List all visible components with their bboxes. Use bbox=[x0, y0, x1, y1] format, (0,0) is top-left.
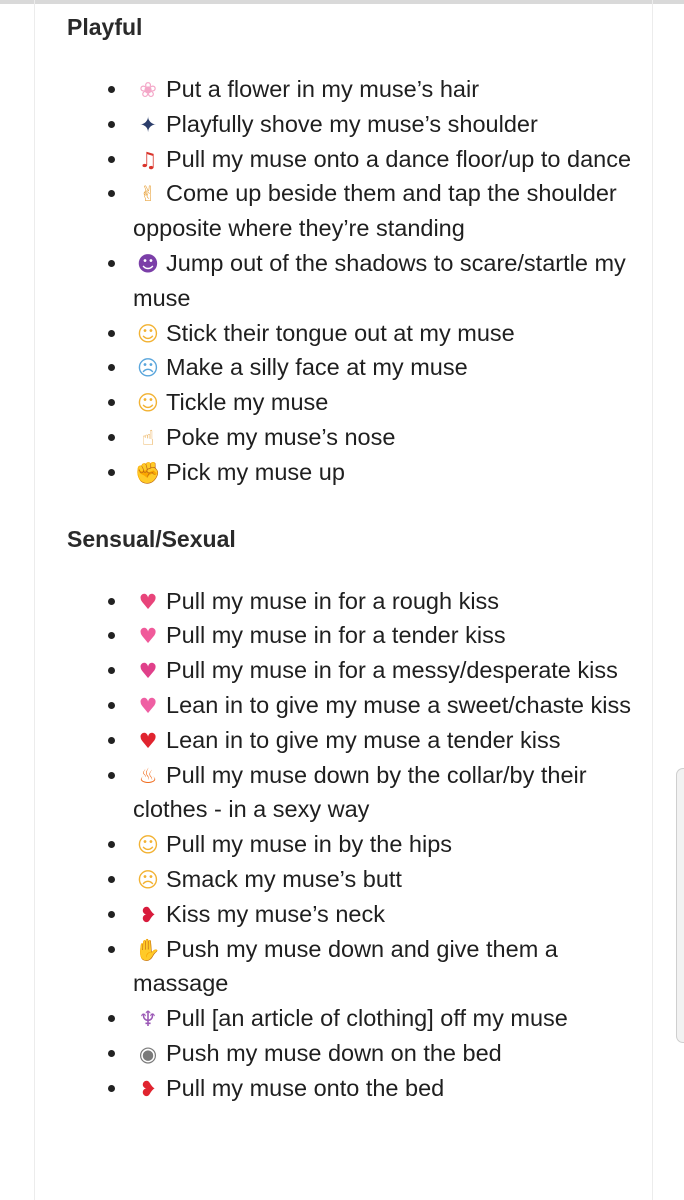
list-item bbox=[67, 455, 637, 490]
section-heading: Playful bbox=[67, 14, 143, 40]
list-item-text: Jump out of the shadows to scare/startle my muse bbox=[133, 249, 626, 311]
cherry-blossom-icon: ❀ bbox=[139, 78, 157, 102]
list-item-text: Pull my muse in for a rough kiss bbox=[166, 587, 500, 614]
surprised-face-icon: ☹ bbox=[137, 867, 159, 892]
winking-face-icon: ☺ bbox=[137, 833, 159, 858]
list-item-text: Lean in to give my muse a tender kiss bbox=[166, 726, 561, 753]
red-heart-icon: ♥ bbox=[138, 728, 158, 753]
two-hearts-icon: ♥ bbox=[138, 624, 158, 649]
list-item bbox=[67, 618, 637, 653]
list-item-text: Come up beside them and tap the shoulder opposite where they’re standing bbox=[133, 180, 617, 242]
list-item-text: Playfully shove my muse’s shoulder bbox=[166, 110, 538, 137]
sparkling-heart-icon: ♥ bbox=[138, 693, 158, 718]
smiling-devil-icon: ☻ bbox=[137, 251, 159, 276]
list-item-text: Pull my muse onto a dance floor/up to dance bbox=[166, 145, 632, 172]
top-divider bbox=[0, 0, 684, 4]
list-item bbox=[67, 107, 637, 142]
ok-hand-icon: ✋ bbox=[134, 937, 162, 962]
kiss-mark-icon: ❥ bbox=[139, 902, 157, 927]
list-item bbox=[67, 653, 637, 688]
list-item-text: Pull my muse down by the collar/by their clothes - in a sexy way bbox=[133, 761, 587, 823]
victory-hand-icon: ✌ bbox=[139, 182, 157, 207]
list-item-text: Pick my muse up bbox=[166, 458, 345, 485]
dancer-icon: ♫ bbox=[138, 147, 158, 172]
list-item bbox=[67, 246, 637, 316]
list-item bbox=[67, 688, 637, 723]
list-item-text: Push my muse down and give them a massage bbox=[133, 935, 558, 997]
list-item-text: Pull [an article of clothing] off my muse bbox=[166, 1005, 568, 1032]
list-item bbox=[67, 827, 637, 862]
list-item bbox=[67, 1071, 637, 1106]
tongue-face-icon: ☺ bbox=[137, 321, 159, 346]
list-item-text: Pull my muse in by the hips bbox=[166, 831, 453, 858]
section-heading: Sensual/Sexual bbox=[67, 525, 236, 552]
list-item-text: Push my muse down on the bed bbox=[166, 1039, 502, 1066]
list-item-text: Poke my muse’s nose bbox=[166, 423, 396, 450]
list-item bbox=[67, 316, 637, 351]
list-item bbox=[67, 758, 637, 828]
list-item-text: Stick their tongue out at my muse bbox=[166, 319, 515, 346]
heart-arrow-icon: ♥ bbox=[138, 589, 158, 614]
list-item bbox=[67, 420, 637, 455]
eyes-icon: ◉ bbox=[138, 1041, 158, 1066]
document-body bbox=[67, 10, 637, 1106]
content-right-border bbox=[652, 0, 653, 1200]
list-item bbox=[67, 176, 637, 246]
list-item-text: Put a flower in my muse’s hair bbox=[166, 76, 480, 102]
list-item-text: Pull my muse in for a tender kiss bbox=[166, 622, 506, 649]
list-item-text: Pull my muse onto the bed bbox=[166, 1074, 445, 1101]
list-item bbox=[67, 350, 637, 385]
list-item bbox=[67, 1001, 637, 1036]
revolving-hearts-icon: ♥ bbox=[138, 659, 158, 684]
list-item bbox=[67, 142, 637, 177]
list-item-text: Smack my muse’s butt bbox=[166, 865, 402, 892]
list-item bbox=[67, 723, 637, 758]
list-item bbox=[67, 72, 637, 107]
flexed-biceps-icon: ✊ bbox=[134, 460, 162, 485]
bulleted-list bbox=[67, 584, 637, 1106]
lips-icon: ❥ bbox=[139, 1076, 157, 1101]
list-item-text: Tickle my muse bbox=[166, 389, 329, 416]
scroll-handle[interactable] bbox=[676, 768, 684, 1043]
screaming-face-icon: ☹ bbox=[137, 356, 159, 381]
list-item bbox=[67, 584, 637, 619]
list-item bbox=[67, 932, 637, 1002]
bulleted-list bbox=[67, 72, 637, 490]
list-item-text: Kiss my muse’s neck bbox=[166, 900, 385, 927]
night-sky-icon: ✦ bbox=[139, 112, 157, 137]
list-item-text: Lean in to give my muse a sweet/chaste kiss bbox=[166, 691, 631, 718]
list-item bbox=[67, 385, 637, 420]
grinning-face-icon: ☺ bbox=[137, 391, 159, 416]
list-item-text: Make a silly face at my muse bbox=[166, 354, 468, 381]
list-item-text: Pull my muse in for a messy/desperate kiss bbox=[166, 657, 618, 684]
pointing-finger-icon: ☝ bbox=[141, 425, 155, 450]
list-item bbox=[67, 1036, 637, 1071]
bikini-icon: ♆ bbox=[138, 1007, 158, 1032]
list-item bbox=[67, 897, 637, 932]
content-left-border bbox=[34, 0, 35, 1200]
list-item bbox=[67, 862, 637, 897]
fire-icon: ♨ bbox=[138, 763, 158, 788]
